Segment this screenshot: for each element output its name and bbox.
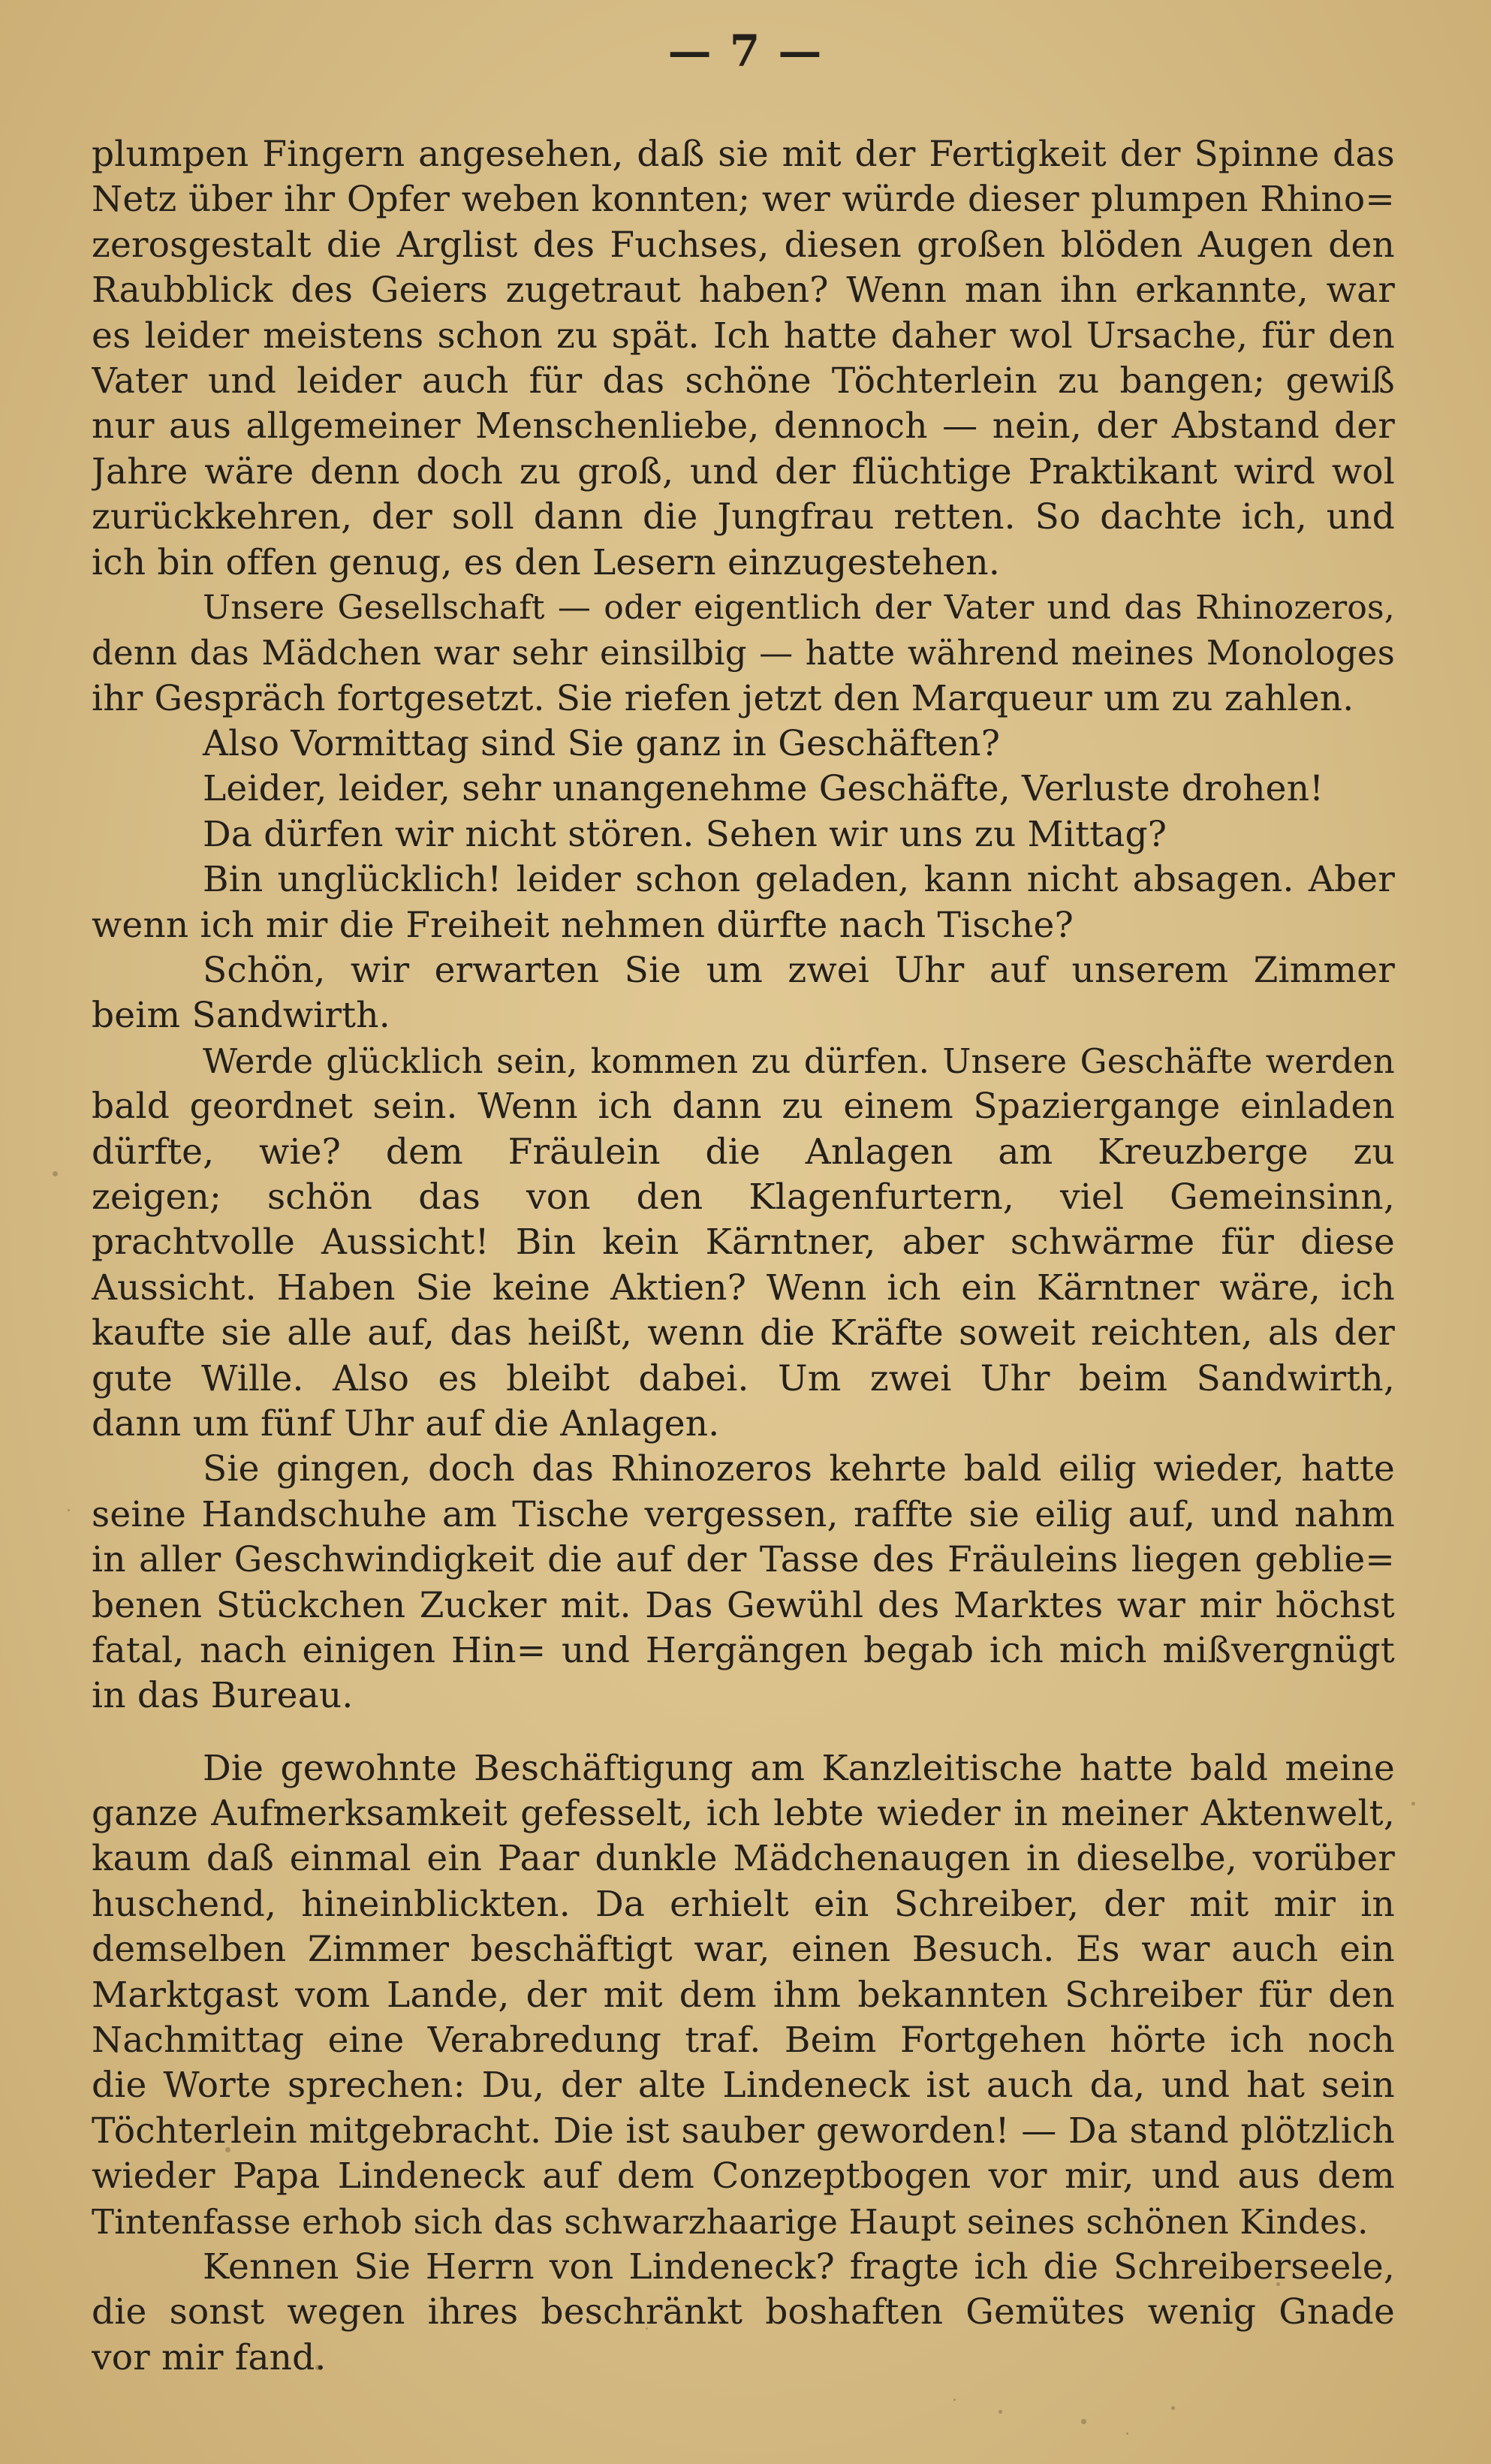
text-line: plumpen Fingern angesehen, daß sie mit der Fertigkeit der Spinne das <box>92 134 1395 175</box>
text-line: Unsere Gesellschaft — oder eigentlich der Vater und das Rhinozeros, <box>203 588 1395 627</box>
text-line: Aussicht. Haben Sie keine Aktien? Wenn ich ein Kärntner wäre, ich <box>92 1267 1395 1309</box>
text-line: wieder Papa Lindeneck auf dem Conzeptbogen vor mir, und aus dem <box>92 2155 1395 2197</box>
text-line: bald geordnet sein. Wenn ich dann zu einem Spaziergange einladen <box>92 1086 1395 1128</box>
paragraph <box>92 721 1395 767</box>
text-line: Nachmittag eine Verabredung traf. Beim Fortgehen hörte ich noch <box>92 2020 1395 2062</box>
paragraph <box>92 132 1395 586</box>
text-line: Bin unglücklich! leider schon geladen, kann nicht absagen. Aber <box>203 859 1395 901</box>
paragraph <box>92 948 1395 1039</box>
text-line: Sie gingen, doch das Rhinozeros kehrte bald eilig wieder, hatte <box>203 1448 1395 1490</box>
paper-speck <box>646 2327 648 2330</box>
text-line: zeigen; schön das von den Klagenfurtern, viel Gemeinsinn, <box>92 1176 1395 1218</box>
text-line: vor mir fand. <box>92 2336 327 2378</box>
paper-speck <box>225 2147 230 2152</box>
text-line: Raubblick des Geiers zugetraut haben? Wenn man ihn erkannte, war <box>92 270 1395 312</box>
text-line: ich bin offen genug, es den Lesern einzugestehen. <box>92 541 1000 583</box>
text-line: Leider, leider, sehr unangenehme Geschäfte, Verluste drohen! <box>203 768 1324 810</box>
paper-speck <box>1411 1802 1415 1806</box>
text-line: Marktgast vom Lande, der mit dem ihm bekannten Schreiber für den <box>92 1974 1395 2016</box>
paragraph <box>92 857 1395 948</box>
paragraph <box>92 1039 1395 1447</box>
text-line: es leider meistens schon zu spät. Ich hatte daher wol Ursache, für den <box>92 315 1395 357</box>
text-line: Tintenfasse erhob sich das schwarzhaarige Haupt seines schönen Kindes. <box>92 2201 1369 2242</box>
text-line: Jahre wäre denn doch zu groß, und der flüchtige Praktikant wird wol <box>92 450 1395 492</box>
paper-speck <box>53 1171 58 1176</box>
text-line: dann um fünf Uhr auf die Anlagen. <box>92 1402 720 1444</box>
text-line: Kennen Sie Herrn von Lindeneck? fragte ich die Schreiberseele, <box>203 2246 1395 2288</box>
paper-speck <box>315 2365 321 2370</box>
text-line: Die gewohnte Beschäftigung am Kanzleitische hatte bald meine <box>203 1747 1395 1789</box>
paper-speck <box>841 2087 843 2089</box>
text-line: seine Handschuhe am Tische vergessen, raffte sie eilig auf, und nahm <box>92 1493 1395 1535</box>
paragraph <box>92 1447 1395 1718</box>
paper-speck <box>953 2399 956 2401</box>
text-line: Vater und leider auch für das schöne Töchterlein zu bangen; gewiß <box>92 360 1395 402</box>
text-line: Da dürfen wir nicht stören. Sehen wir uns zu Mittag? <box>203 813 1167 855</box>
paragraph <box>92 2245 1395 2381</box>
text-line: gute Wille. Also es bleibt dabei. Um zwei Uhr beim Sandwirth, <box>92 1357 1395 1399</box>
text-line: Also Vormittag sind Sie ganz in Geschäften? <box>203 723 1001 765</box>
text-line: Schön, wir erwarten Sie um zwei Uhr auf unserem Zimmer <box>203 950 1395 992</box>
paragraph <box>92 586 1395 721</box>
text-line: denn das Mädchen war sehr einsilbig — hatte während meines Monologes <box>92 633 1395 673</box>
text-line: Werde glücklich sein, kommen zu dürfen. Unsere Geschäfte werden <box>203 1041 1395 1081</box>
text-line: kaufte sie alle auf, das heißt, wenn die Kräfte soweit reichten, als der <box>92 1312 1395 1354</box>
text-line: fatal, nach einigen Hin= und Hergängen begab ich mich mißvergnügt <box>92 1629 1395 1671</box>
text-line: ganze Aufmerksamkeit gefesselt, ich lebte wieder in meiner Aktenwelt, <box>92 1793 1395 1835</box>
paper-speck <box>999 2410 1002 2414</box>
text-line: Töchterlein mitgebracht. Die ist sauber geworden! — Da stand plötzlich <box>92 2110 1395 2152</box>
body-text <box>92 132 1395 2381</box>
text-line: prachtvolle Aussicht! Bin kein Kärntner, aber schwärme für diese <box>92 1221 1395 1264</box>
text-line: Netz über ihr Opfer weben konnten; wer würde dieser plumpen Rhino= <box>92 179 1395 221</box>
text-line: wenn ich mir die Freiheit nehmen dürfte nach Tische? <box>92 904 1074 946</box>
text-line: in aller Geschwindigkeit die auf der Tasse des Fräuleins liegen geblie= <box>92 1539 1395 1581</box>
text-line: ihr Gespräch fortgesetzt. Sie riefen jetzt den Marqueur um zu zahlen. <box>92 677 1354 719</box>
paragraph-gap <box>92 1719 1395 1746</box>
paragraph <box>92 767 1395 812</box>
text-line: huschend, hineinblickten. Da erhielt ein Schreiber, der mit mir in <box>92 1883 1395 1925</box>
text-line: die Worte sprechen: Du, der alte Lindeneck ist auch da, und hat sein <box>92 2065 1395 2107</box>
text-line: die sonst wegen ihres beschränkt boshaften Gemütes wenig Gnade <box>92 2291 1395 2333</box>
text-line: benen Stückchen Zucker mit. Das Gewühl des Marktes war mir höchst <box>92 1584 1395 1626</box>
text-line: in das Bureau. <box>92 1675 354 1717</box>
paper-speck <box>1081 2419 1086 2424</box>
text-line: zerosgestalt die Arglist des Fuchses, diesen großen blöden Augen den <box>92 224 1395 266</box>
paragraph <box>92 812 1395 857</box>
text-line: demselben Zimmer beschäftigt war, einen Besuch. Es war auch ein <box>92 1929 1395 1971</box>
paper-speck <box>68 1509 70 1511</box>
text-line: beim Sandwirth. <box>92 995 390 1037</box>
paper-speck <box>1276 2282 1280 2286</box>
paper-speck <box>1126 2432 1128 2435</box>
paragraph <box>92 1746 1395 2245</box>
paper-speck <box>1171 2406 1175 2410</box>
text-line: zurückkehren, der soll dann die Jungfrau retten. So dachte ich, und <box>92 496 1395 538</box>
text-line: nur aus allgemeiner Menschenliebe, dennoch — nein, der Abstand der <box>92 405 1395 447</box>
page-number: — 7 — <box>667 26 824 77</box>
text-line: dürfte, wie? dem Fräulein die Anlagen am Kreuzberge zu <box>92 1131 1395 1173</box>
text-line: kaum daß einmal ein Paar dunkle Mädchenaugen in dieselbe, vorüber <box>92 1838 1395 1880</box>
